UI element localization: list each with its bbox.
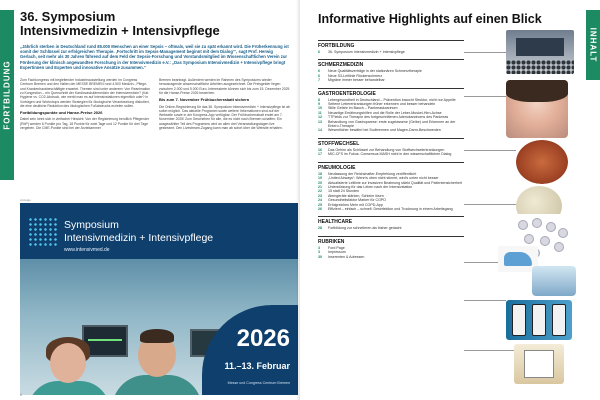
app-phones-thumbnail[interactable] (506, 300, 572, 340)
leader-line (464, 300, 506, 301)
toc-entry-title: Seltene Lebererkrankungen früher erkennen und besser behandeln (328, 102, 436, 107)
toc-entry-title: Neuartige Ernährungshilfen und die Rolle der Leber-Muskel-Hirn-Achse (328, 110, 442, 115)
toc-section (318, 236, 464, 259)
person-nurse-head (50, 343, 86, 383)
hair-icon (506, 80, 568, 102)
toc-page-number: 30 (318, 254, 322, 259)
screen-icon (516, 38, 564, 56)
device-icon (504, 252, 532, 266)
ad-title-line2: Intensivmedizin + Intensivpflege (64, 232, 214, 244)
toc-entry-title: Atemgeräte stärken, Schleim lösen (328, 193, 384, 198)
right-page (300, 0, 600, 400)
toc-entry-title: „United Airways“: Wenn's oben nicht stimmt, wird's unten nicht besser (328, 176, 439, 181)
toc-section (318, 40, 464, 54)
toc-entry[interactable] (318, 128, 464, 132)
toc-entry-title: Neue S3-Leitlinie Rückenschmerz (328, 73, 383, 78)
toc-section (318, 138, 464, 157)
toc-entry-title: TTFields zur Therapie des fortgeschrittenen Adenokarzinoms des Pankreas (328, 115, 449, 120)
table-of-contents (318, 40, 464, 264)
magazine-thumbnail[interactable] (514, 344, 564, 384)
toc-page-number: 16 (318, 147, 322, 152)
toc-entry[interactable] (318, 226, 464, 230)
paragraph: Zum Fachkongress mit begleitender Industrieausstellung werden im Congress Centrum Bremen und den Hallen der MESSE BREMEN rund 4.500 Medizin-, Pflege- und Krankenhausbeschäftigte erwartet. Themen sind unter anderem: Von Reanimation zu Kongestion – ein Querschnitt der Kardiovaskulärmedizin der Intensivmedizin? (Kat. Hygiene vs. CO2-Abdruck, wie merkt man es auf Intensivstationen eigentlich oder? in Vorträgen und Workshops werden Strategien für ökologische Verantwortung diskutiert, die eine deutliche Reduktion des ökologischen Fußabdrucks erzielen sollen. (20, 78, 151, 108)
toc-page-number: 18 (318, 171, 322, 176)
toc-section-heading: HEALTHCARE (318, 216, 464, 225)
toc-section-heading: GASTROENTEROLOGIE (318, 88, 464, 97)
toc-page-number: 11 (318, 110, 322, 115)
toc-section-heading: STOFFWECHSEL (318, 138, 464, 147)
toc-page-number: 22 (318, 189, 322, 194)
toc-entry-title: 36. Symposium Intensivmedizin + Intensivpflege (328, 50, 405, 54)
section-tab-label: INHALT (588, 27, 598, 63)
article (20, 10, 290, 133)
toc-page-number: 21 (318, 184, 322, 189)
page-title: Informative Highlights auf einen Blick (318, 12, 542, 26)
toc-page-number: 23 (318, 193, 322, 198)
toc-entry-title: Unterstützung für das Leben nach der Intensivstation (328, 184, 413, 189)
toc-entry-title: Inserenten & Adressen (328, 254, 365, 259)
toc-page-number: 26 (318, 206, 322, 211)
toc-entry-title: Fortbildung zur schnelleren als bisher gedacht (328, 226, 402, 231)
toc-page-number: 3 (318, 245, 320, 250)
headache-woman-thumbnail[interactable] (506, 80, 568, 138)
disinfection-thumbnail[interactable] (532, 266, 576, 296)
toc-entry-title: Das Gehirn als Schlüssel zur Behandlung von Stoffwechselerkrankungen (328, 147, 445, 152)
toc-page-number: 24 (318, 198, 322, 203)
toc-entry-title: Erfolgreiches Mehr mit COPD-App (328, 202, 383, 207)
toc-section-heading: RUBRIKEN (318, 236, 464, 245)
subheading: Bis zum 7. November Frühbucherrabatt sichern (159, 97, 250, 103)
toc-section (318, 216, 464, 230)
ad-url-link[interactable]: www.intensivmed.de (64, 247, 110, 253)
toc-page-number: 12 (318, 115, 322, 120)
toc-entry-title: Neufassung der Reichshafter-Empfehlung veröffentlicht (328, 171, 417, 176)
cell-icon (518, 220, 528, 230)
toc-page-number: 13 (318, 119, 322, 124)
liver-organ-thumbnail[interactable] (516, 140, 568, 184)
leader-line (464, 52, 506, 53)
toc-entry-title: Lebergesundheit in Deutschland – Prävention braucht Struktur, nicht nur Appelle (328, 97, 456, 102)
ad-title (64, 219, 213, 245)
ad-year: 2026 (236, 325, 290, 352)
toc-page-number: 9 (318, 102, 320, 107)
person-doctor-hair (140, 329, 174, 343)
toc-page-number: 28 (318, 226, 322, 231)
toc-entry-title: Neue Qualitätsverträge in der stationären Schmerztherapie (328, 69, 422, 74)
article-column-1 (20, 78, 151, 133)
toc-entry-title: Migräne immer besser behandelbar (328, 78, 385, 83)
toc-page-number: 14 (318, 128, 322, 133)
toc-page-number: 8 (318, 97, 320, 102)
cell-icon (554, 242, 564, 252)
toc-entry-title: Behandlung von Gastroparese: erste zugelassene (Gelbe) und Erkennen an der Entero-Therapie (328, 119, 456, 129)
toc-entry[interactable] (318, 78, 464, 82)
toc-entry-title: MIC-CFS im Fokus: Consensus MASH nicht in den wissenschaftlichen Dialog (328, 152, 452, 157)
leader-line (464, 262, 498, 263)
toc-section-heading: PNEUMOLOGIE (318, 162, 464, 171)
paragraph: Bremen beantragt. Außerdem werden im Rahmen des Symposiums wieder herausragende wissenschaftliche Arbeiten ausgezeichnet. Die Preisgelder liegen zwischen 2.000 und 5.000 Euro. Interessierte können sich bis zum 15. Dezember 2025 für die Hanse-Preise 2026 bewerben. (159, 78, 290, 95)
cell-icon (546, 222, 556, 232)
toc-page-number: 10 (318, 106, 322, 111)
toc-entry-title: Effizient – einfach – schnell: Desinfektion und Trocknung in einem Arbeitsgang (328, 206, 453, 211)
toc-section (318, 88, 464, 133)
leader-line (464, 350, 514, 351)
toc-page-number: 20 (318, 180, 322, 185)
page-number: 6 (20, 393, 22, 397)
ad-label: Anzeige (20, 198, 31, 202)
toc-section (318, 59, 464, 82)
section-tab-fortbildung (0, 10, 14, 180)
toc-section-heading: SCHMERZMEDIZIN (318, 59, 464, 68)
paragraph: Die Online-Registrierung für das 36. Symposium Intensivmedizin + Intensivpflege ist ab sofort möglich. Das aktuelle Programm sowie weitere Informationen sind auf der Webseite sowie in der Kongress-App verfügbar. Der Frühbucherrabatt endet am 7. November 2025! Zum Geschehen für alle, die es nicht nach Bremen schaffen: Ein ausgewählter Teil des Programms wird an allen drei Veranstaltungstagen live gestreamt. Den Livestream-Zugang kann man ab sofort über die Website erhalten. (159, 104, 290, 130)
toc-page-number: 6 (318, 50, 320, 54)
toc-page-number: 6 (318, 69, 320, 74)
article-title-line1: 36. Symposium (20, 9, 116, 24)
toc-entry-title: Impressum (328, 250, 346, 255)
toc-entry-title: Wesentlicher bewährt bei Sodbrennen und Magen-Darm-Beschwerden (328, 128, 441, 133)
toc-entry-title: Stille Gefahr im Bauch – Pankreaskarzinom (328, 106, 398, 111)
ad-date: 11.–13. Februar (224, 361, 290, 371)
toc-entry[interactable] (318, 50, 464, 54)
leader-line (464, 204, 516, 205)
toc-entry-title: Aktualisierte Leitlinie zur invasiven Beatmung stärkt Qualität und Patientensicherheit (328, 180, 462, 185)
article-column-2 (159, 78, 290, 133)
toc-page-number: 25 (318, 202, 322, 207)
toc-entry-title: Ford Page (328, 245, 345, 250)
article-title-line2: Intensivmedizin + Intensivpflege (20, 23, 220, 38)
conference-hall-thumbnail[interactable] (506, 30, 574, 74)
article-title (20, 10, 290, 38)
toc-section (318, 162, 464, 212)
subheading: Fortbildungspunkte und Hanse-Preise 2026 (20, 110, 103, 116)
audience-icon (506, 60, 574, 74)
advertisement[interactable] (20, 203, 298, 395)
section-tab-inhalt (586, 10, 600, 80)
toc-page-number: 3 (318, 250, 320, 255)
article-lead: „Jährlich sterben in Deutschland rund 85.000 Menschen an einer Sepsis – oftmals, weil sie zu spät erkannt wird. Die Früherkennung ist somit der Schlüssel zur erfolgreichen Therapie. ‚Fortschritt im Sepsis-Management beginnt mit dem Dialog‘“, sagt Prof. Herwig Gerlach, seit mehr als 30 Jahren führend auf dem Feld der Sepsis-Forschung und Vorstandsmitglied im Wissenschaftlichen Verein zur Förderung der klinisch angewandten Forschung in der Intensivmedizin e.V.: „Das Symposium Intensivmedizin + Intensivpflege bringt Expertinnen und Experten und innovative Ansätze zusammen.“ (20, 44, 289, 70)
paragraph: Dabei sein lohnt sich in vielfacher Hinsicht: Von der Registrierung beruflich Pflegender (RbP) werden 6 Punkte pro Tag, 18 Punkte für zwei Tage und 12 Punkte für drei Tage vergeben. Die CME-Punkte sind bei der Ärztekammer (20, 117, 150, 130)
toc-page-number: 19 (318, 176, 322, 181)
phone-icon (532, 304, 546, 336)
phone-icon (512, 304, 526, 336)
toc-entry[interactable] (318, 255, 464, 259)
cell-icon (524, 234, 534, 244)
ad-title-line1: Symposium (64, 219, 119, 231)
toc-entry-title: 15 statt 24 Stunden (328, 189, 360, 194)
page-icon (524, 350, 554, 378)
toc-entry[interactable] (318, 120, 464, 129)
cell-icon (540, 236, 550, 246)
article-columns (20, 78, 290, 133)
toc-entry-title: Gesundheitsfaktor Marker für COPD (328, 198, 386, 203)
cell-icon (532, 218, 542, 228)
cell-icon (558, 228, 568, 238)
toc-section-heading: FORTBILDUNG (318, 40, 464, 49)
person-doctor (112, 375, 202, 395)
dot-pattern-icon (28, 217, 58, 247)
ad-venue: Messe und Congress Centrum Bremen (227, 380, 290, 385)
toc-page-number: 7 (318, 78, 320, 83)
toc-page-number: 6 (318, 73, 320, 78)
person-nurse (28, 381, 110, 395)
toc-page-number: 17 (318, 152, 322, 157)
phone-icon (552, 304, 566, 336)
section-tab-label: FORTBILDUNG (2, 60, 12, 130)
toc-entry[interactable] (318, 207, 464, 211)
toc-entry[interactable] (318, 152, 464, 156)
leader-line (464, 96, 506, 97)
leader-line (464, 150, 516, 151)
